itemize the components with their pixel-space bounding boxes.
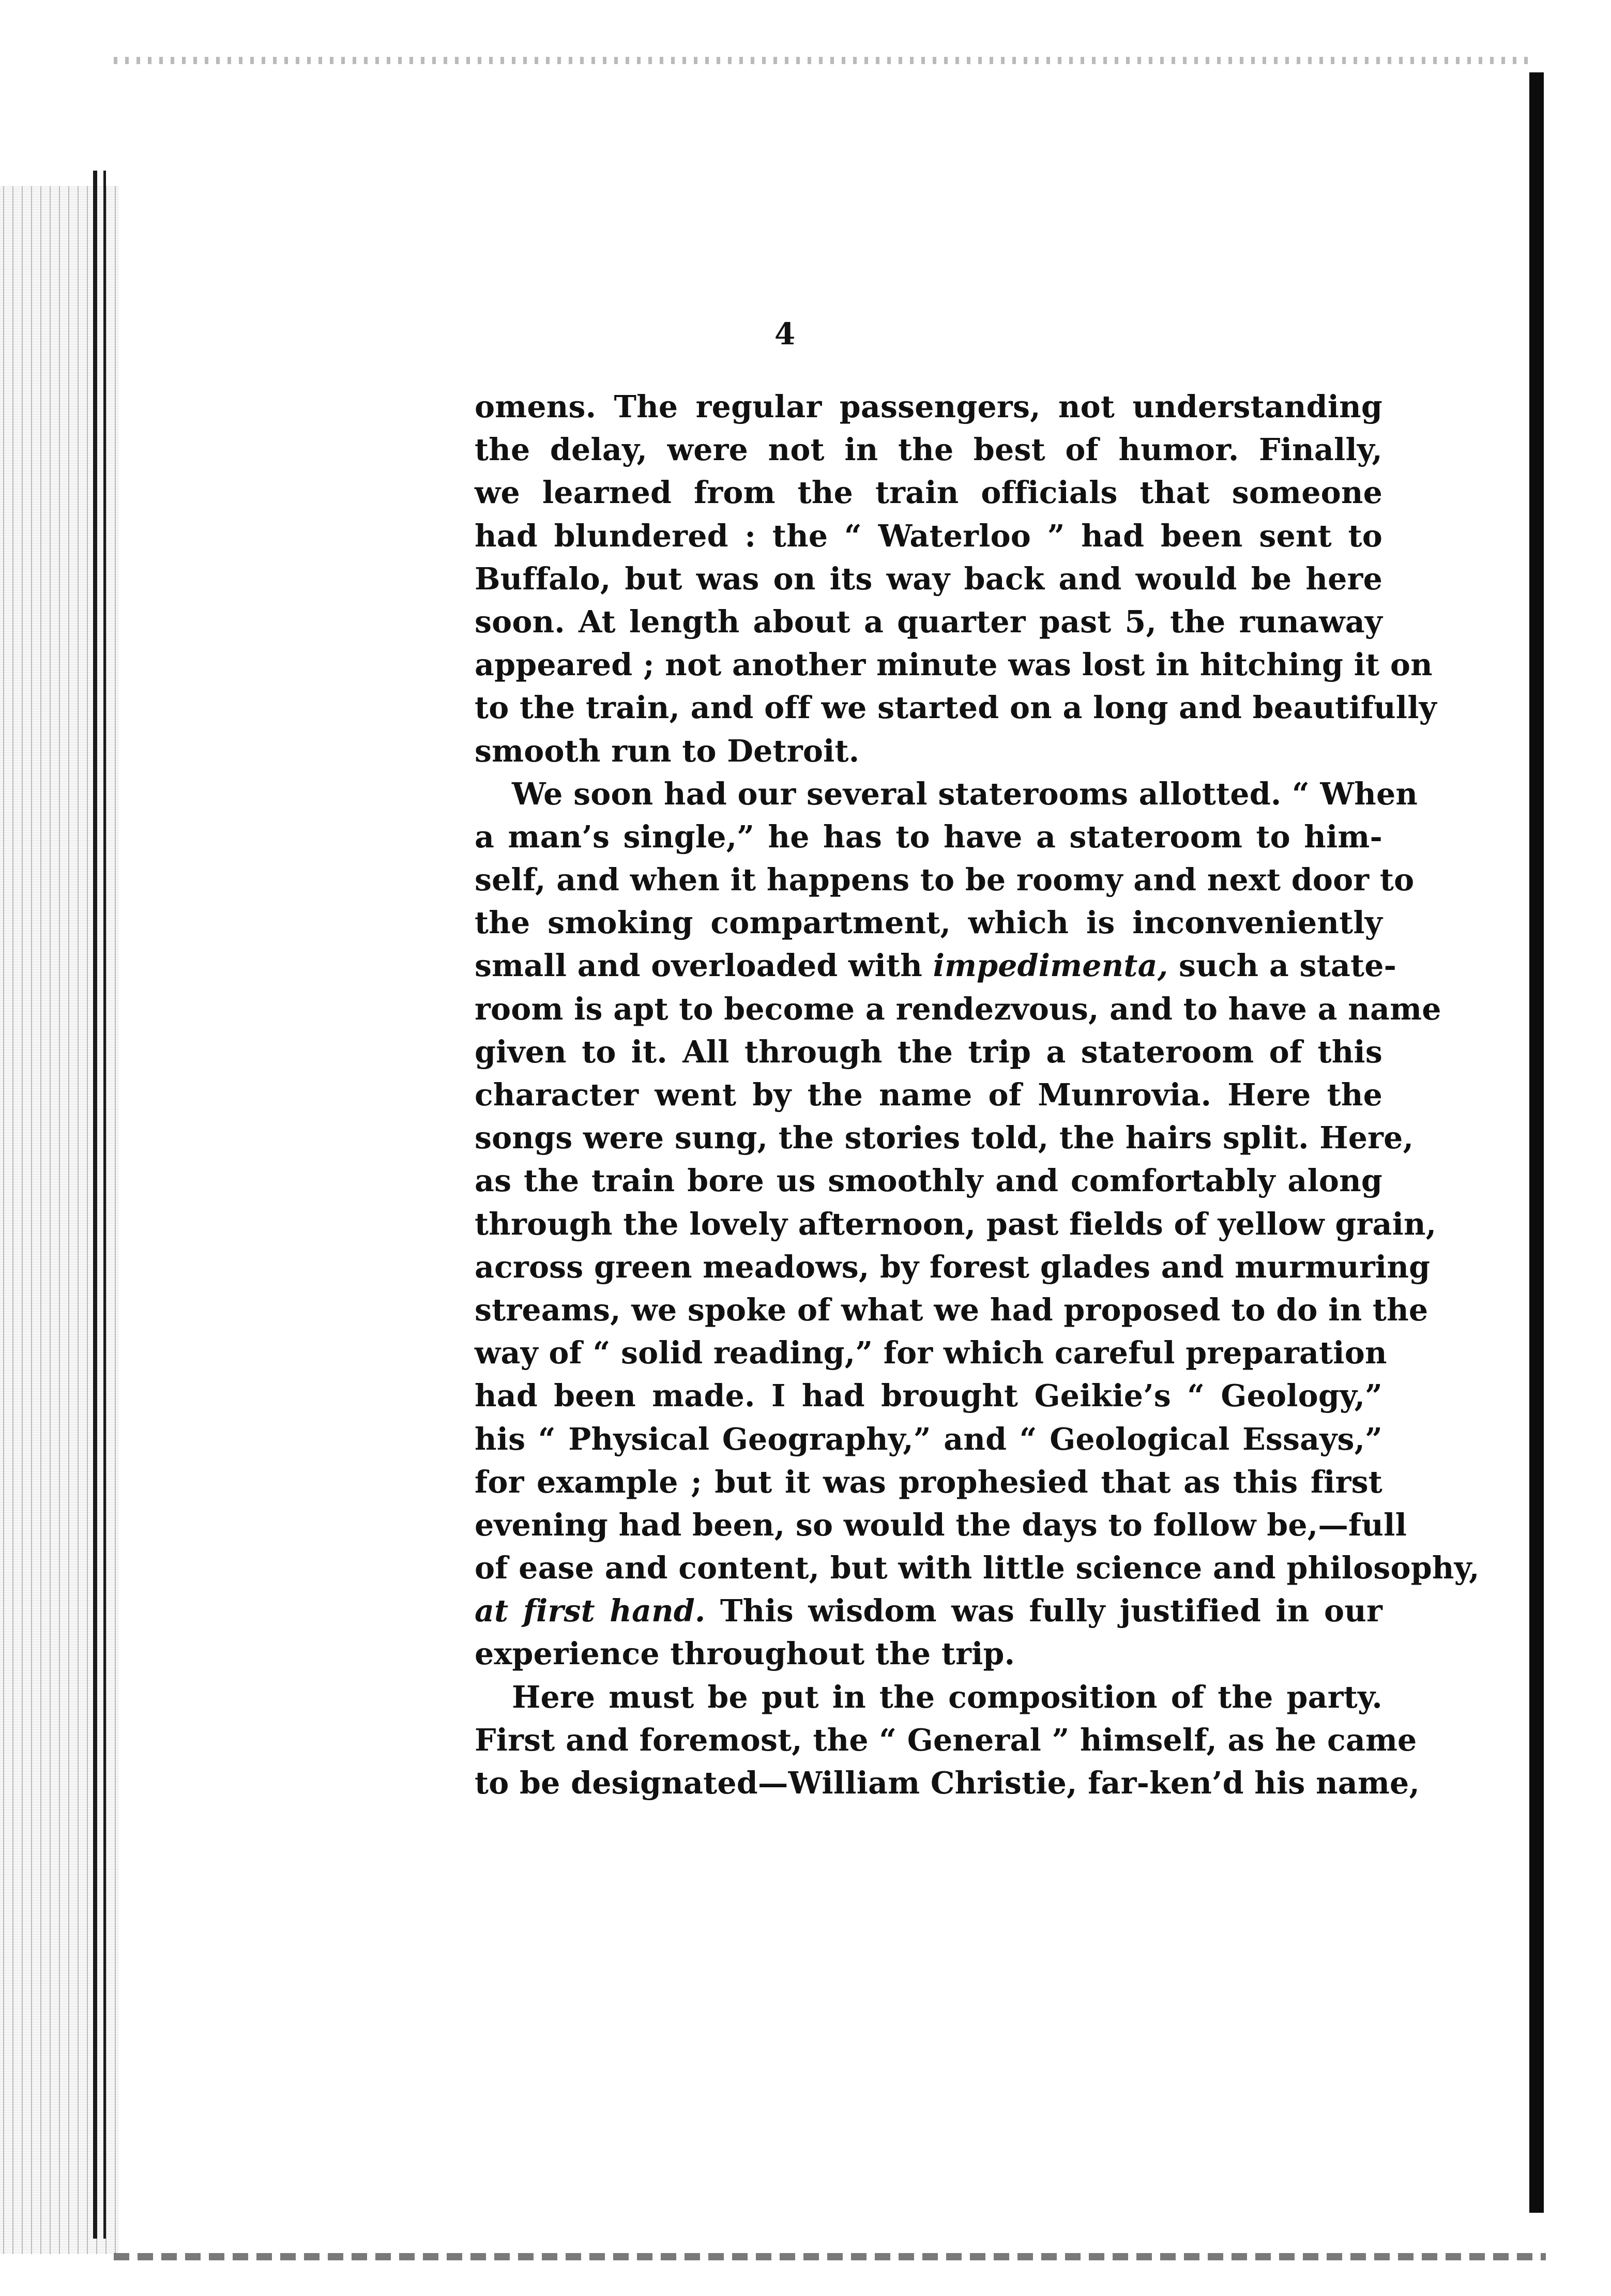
body-text (475, 385, 1480, 1804)
text-line: songs were sung, the stories told, the hairs split. Here, (475, 1120, 1414, 1156)
text-line: to be designated—William Christie, far-ken’d his name, (475, 1765, 1420, 1801)
right-edge-shadow (1529, 72, 1544, 2213)
binding-edge-shadow (0, 186, 119, 2254)
text-line: soon. At length about a quarter past 5, the runaway (475, 603, 1382, 640)
text-line: the delay, were not in the best of humor. Finally, (475, 432, 1382, 468)
binding-edge-line (103, 171, 106, 2239)
text-line: Here must be put in the composition of the party. (512, 1679, 1382, 1715)
text-line: appeared ; not another minute was lost in hitching it on (475, 647, 1433, 683)
text-segment: small and overloaded with (475, 948, 933, 984)
text-line: as the train bore us smoothly and comfortably along (475, 1163, 1382, 1199)
text-line: given to it. All through the trip a stateroom of this (475, 1033, 1382, 1070)
text-line: We soon had our several staterooms allotted. “ When (512, 776, 1418, 812)
text-line: Buffalo, but was on its way back and would be here (475, 560, 1382, 597)
text-segment: This wisdom was fully justified in our (705, 1593, 1382, 1629)
text-line: across green meadows, by forest glades and murmuring (475, 1249, 1431, 1285)
text-line: to the train, and off we started on a long and beautifully (475, 690, 1437, 726)
italic-text: impedimenta, (933, 948, 1168, 984)
text-line (475, 1589, 1382, 1632)
top-edge-artifact (114, 57, 1530, 64)
text-line: his “ Physical Geography,” and “ Geological Essays,” (475, 1421, 1382, 1457)
text-line: we learned from the train officials that someone (475, 475, 1382, 511)
text-line: had been made. I had brought Geikie’s “ Geology,” (475, 1378, 1382, 1414)
italic-text: at first hand. (475, 1593, 706, 1629)
text-line: room is apt to become a rendezvous, and to have a name (475, 991, 1441, 1027)
text-line: evening had been, so would the days to follow be,—full (475, 1507, 1407, 1543)
text-line: way of “ solid reading,” for which careful preparation (475, 1335, 1387, 1371)
text-line: through the lovely afternoon, past fields of yellow grain, (475, 1206, 1437, 1242)
text-line: for example ; but it was prophesied that as this first (475, 1464, 1382, 1500)
binding-edge-line (93, 171, 97, 2239)
text-line: self, and when it happens to be roomy and next door to (475, 862, 1415, 898)
text-line: smooth run to Detroit. (475, 733, 860, 769)
text-line: character went by the name of Munrovia. Here the (475, 1077, 1382, 1113)
text-line: First and foremost, the “ General ” himself, as he came (475, 1722, 1417, 1758)
text-line: the smoking compartment, which is inconveniently (475, 905, 1382, 941)
text-line (475, 944, 1397, 987)
text-line: of ease and content, but with little science and philosophy, (475, 1550, 1480, 1586)
bottom-edge-artifact (114, 2253, 1546, 2260)
text-line: a man’s single,” he has to have a stateroom to him- (475, 818, 1382, 855)
page-number: 4 (774, 316, 796, 352)
text-segment: such a state- (1168, 948, 1397, 984)
text-line: streams, we spoke of what we had proposed to do in the (475, 1291, 1428, 1328)
text-line: experience throughout the trip. (475, 1636, 1015, 1672)
text-line: had blundered : the “ Waterloo ” had been sent to (475, 518, 1382, 554)
text-line: omens. The regular passengers, not understanding (475, 389, 1382, 424)
